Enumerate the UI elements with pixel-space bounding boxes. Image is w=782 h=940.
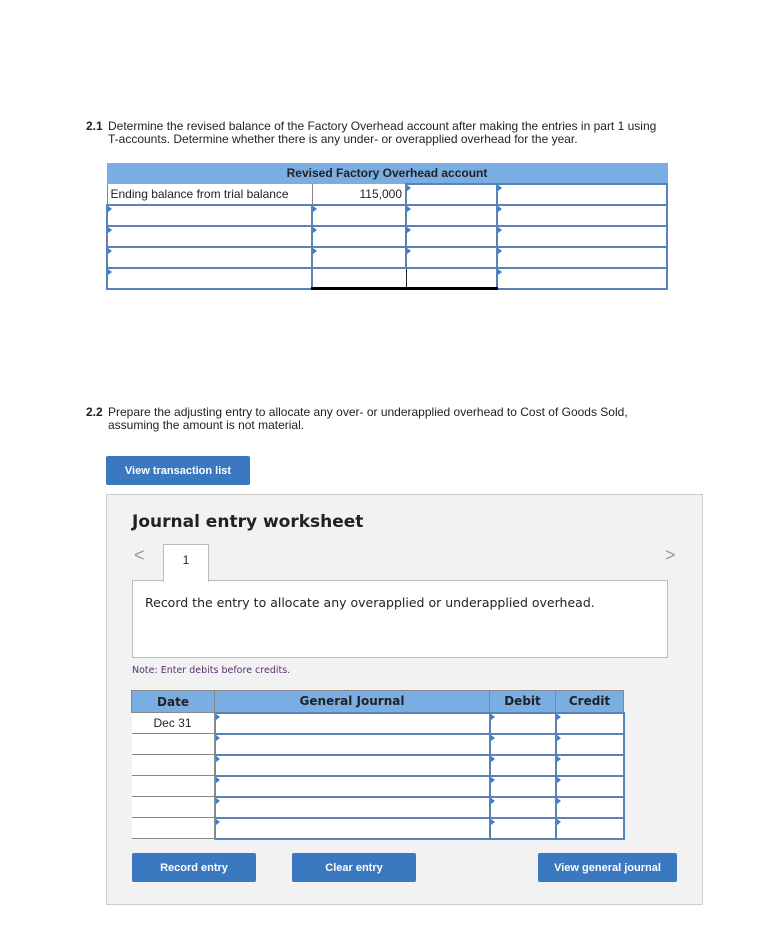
t-account-table <box>106 163 668 290</box>
date-cell <box>132 818 215 839</box>
tab-1[interactable]: 1 <box>163 544 209 582</box>
input-cell[interactable] <box>312 205 406 226</box>
debit-input[interactable] <box>490 797 556 818</box>
input-cell[interactable] <box>107 226 312 247</box>
input-cell[interactable] <box>406 226 497 247</box>
input-cell[interactable] <box>406 184 497 205</box>
date-cell <box>132 797 215 818</box>
credit-input[interactable] <box>556 734 624 755</box>
t-account-title: Revised Factory Overhead account <box>107 164 667 184</box>
record-entry-button[interactable]: Record entry <box>132 853 256 882</box>
question-text: Determine the revised balance of the Factory Overhead account after making the entries in part 1 using T-accounts. Determine whether there is any under- or overapplied overhead for the year. <box>108 119 657 146</box>
question-2-2 <box>86 405 648 432</box>
credit-input[interactable] <box>556 755 624 776</box>
account-input[interactable] <box>215 755 490 776</box>
input-cell[interactable] <box>312 226 406 247</box>
account-input[interactable] <box>215 818 490 839</box>
row-label: Ending balance from trial balance <box>107 184 312 205</box>
header-general-journal: General Journal <box>215 691 490 713</box>
account-input[interactable] <box>215 776 490 797</box>
account-input[interactable] <box>215 734 490 755</box>
input-cell[interactable] <box>497 247 667 268</box>
input-cell[interactable] <box>497 268 667 289</box>
debit-input[interactable] <box>490 713 556 734</box>
input-cell[interactable] <box>107 268 312 289</box>
view-general-journal-button[interactable]: View general journal <box>538 853 677 882</box>
debit-input[interactable] <box>490 776 556 797</box>
input-cell[interactable] <box>497 205 667 226</box>
date-cell <box>132 734 215 755</box>
question-number: 2.2 <box>86 405 103 419</box>
input-cell[interactable] <box>107 247 312 268</box>
question-number: 2.1 <box>86 119 103 133</box>
credit-input[interactable] <box>556 776 624 797</box>
input-cell[interactable] <box>406 205 497 226</box>
date-cell <box>132 755 215 776</box>
worksheet-title: Journal entry worksheet <box>132 512 364 532</box>
total-cell <box>312 268 406 289</box>
note-text: Note: Enter debits before credits. <box>132 665 291 676</box>
prev-arrow-icon[interactable]: < <box>134 545 145 565</box>
input-cell[interactable] <box>107 205 312 226</box>
question-2-1 <box>86 119 668 146</box>
view-transaction-list-button[interactable]: View transaction list <box>106 456 250 485</box>
journal-table <box>131 690 625 840</box>
credit-input[interactable] <box>556 818 624 839</box>
total-cell <box>406 268 497 289</box>
question-text: Prepare the adjusting entry to allocate any over- or underapplied overhead to Cost of Goods Sold, assuming the amount is not material. <box>108 405 628 432</box>
input-cell[interactable] <box>497 226 667 247</box>
row-value: 115,000 <box>312 184 406 205</box>
credit-input[interactable] <box>556 797 624 818</box>
clear-entry-button[interactable]: Clear entry <box>292 853 416 882</box>
input-cell[interactable] <box>312 247 406 268</box>
debit-input[interactable] <box>490 818 556 839</box>
input-cell[interactable] <box>406 247 497 268</box>
credit-input[interactable] <box>556 713 624 734</box>
header-date: Date <box>132 691 215 713</box>
instruction-box <box>132 580 668 658</box>
debit-input[interactable] <box>490 734 556 755</box>
next-arrow-icon[interactable]: > <box>665 545 676 565</box>
date-cell <box>132 776 215 797</box>
debit-input[interactable] <box>490 755 556 776</box>
header-debit: Debit <box>490 691 556 713</box>
input-cell[interactable] <box>497 184 667 205</box>
date-cell: Dec 31 <box>132 713 215 734</box>
instruction-text: Record the entry to allocate any overapplied or underapplied overhead. <box>145 595 595 610</box>
account-input[interactable] <box>215 797 490 818</box>
header-credit: Credit <box>556 691 624 713</box>
account-input[interactable] <box>215 713 490 734</box>
